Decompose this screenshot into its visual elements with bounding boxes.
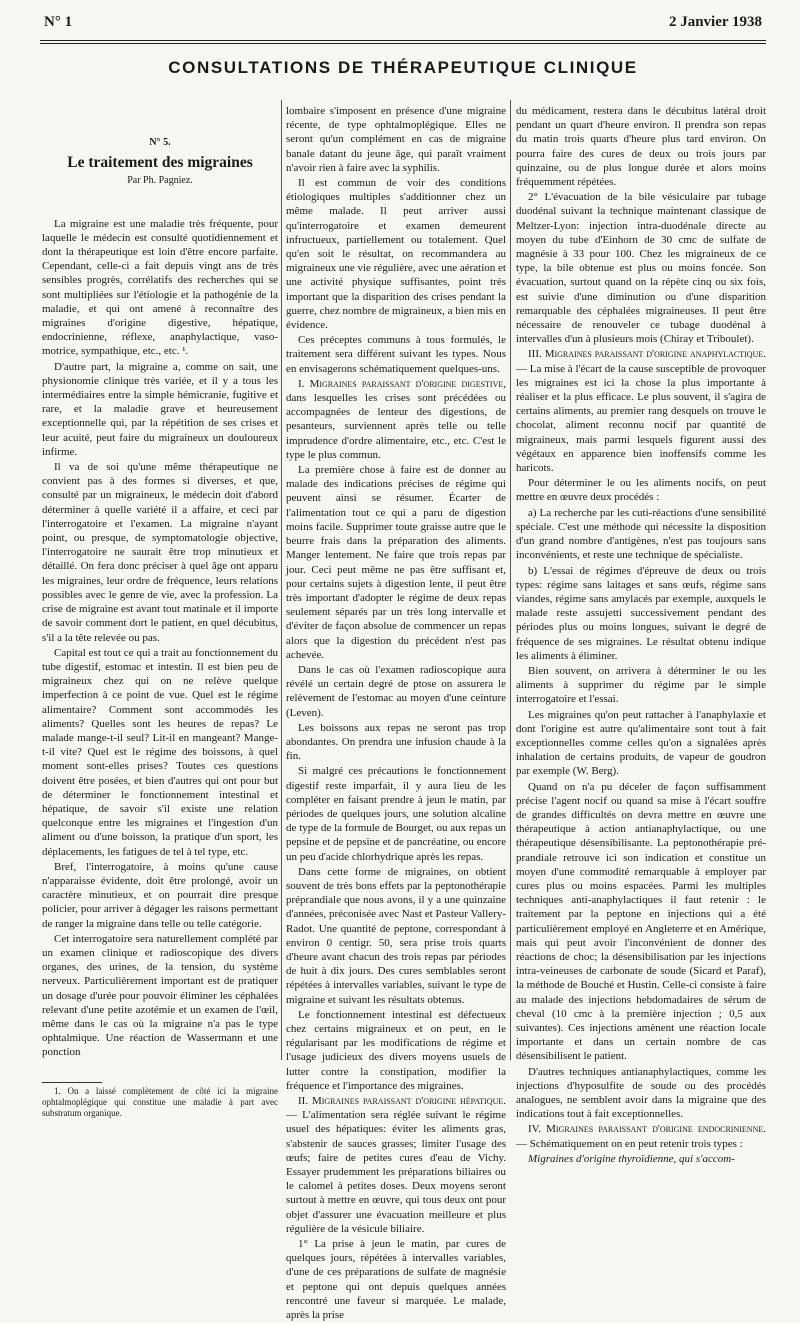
column-1 — [42, 102, 278, 1120]
section-text: — Schématiquement on en peut retenir trois types : — [516, 1137, 743, 1150]
issue-date: 2 Janvier 1938 — [668, 14, 762, 30]
column-2 — [286, 104, 506, 1323]
journal-title: CONSULTATIONS DE THÉRAPEUTIQUE CLINIQUE — [168, 58, 638, 77]
paragraph: Bref, l'interrogatoire, à moins qu'une cause n'apparaisse évidente, doit être prolongé, avoir un caractère minutieux, et on pourrait dire presque policier, pour arriver à dégager les raisons permettant de ranger la migraine dans telle ou telle catégorie. — [42, 860, 278, 930]
column-3 — [516, 104, 766, 1167]
paragraph: Capital est tout ce qui a trait au fonctionnement du tube digestif, estomac et intestin. Il est bien peu de migraineux chez qui on ne relève quelque imperfection à ce point de vue. Quel est le régime alimentaire? Comment sont accommodés les aliments? Quelles sont les heures de repas? Le malade mange-t-il seul? Lit-il en mangeant? Mange-t-il vite? Quel est le régime des boissons, à quel moment sont-elles prises? Toutes ces questions doivent être posées, et bien d'autres qui ont pour but de déterminer le fonctionnement intestinal et hépatique, de savoir s'il existe une relation quelconque entre les migraines et l'ingestion d'un aliment ou d'une boisson, la pratique d'un sport, les déplacements, les fatigues de tel à tel type, etc. — [42, 646, 278, 858]
section-4 — [516, 1122, 766, 1150]
section-text: — L'alimentation sera réglée suivant le régime usuel des hépatiques: éviter les aliments gras, s'abstenir de sauces grasses; limiter l'usage des œufs; faire de petites cures d'eau de Vichy. Essayer prudemment les préparations biliaires ou le calomel à petites doses. Deux moyens seront surtout à mettre en œuvre, qui tous deux ont pour objet d'assurer une évacuation meilleure et plus régulière de la vésicule biliaire. — [286, 1109, 506, 1235]
issue-number: N° 1 — [44, 14, 73, 30]
paragraph: D'autre part, la migraine a, comme on sait, une physionomie clinique très variée, et il y a tous les intermédiaires entre la simple hémicranie, fugitive et rare, et la maladie grave et heureusement exceptionnelle qui, par la répétition de ses crises et leur acuité, peut faire du migraineux un douloureux infirme. — [42, 360, 278, 458]
paragraph: La migraine est une maladie très fréquente, pour laquelle le médecin est consulté quotidiennement et dont la thérapeutique est loin d'être encore parfaite. Cependant, celle-ci a fait depuis vingt ans de très sensibles progrès, corrélatifs des recherches qui se sont multipliées sur l'étiologie et la pathogénie de la maladie, et qui ont amené à reconnaître des migraines d'origine digestive, hépatique, endocrinienne, réflexe, anaphylactique, vaso-motrice, sympathique, etc., etc. ¹. — [42, 217, 278, 358]
column-divider-1 — [281, 100, 282, 1060]
section-text: dans lesquelles les crises sont précédées ou accompagnées de lenteur des digestions, de pesanteurs, surviennent après telle ou telle imprudence d'ordre alimentaire, etc., etc. C'est le type le plus commun. — [286, 392, 506, 461]
paragraph: Le fonctionnement intestinal est défectueux chez certains migraineux et on peut, en le régularisant par les modifications de régime et l'usage judicieux des divers moyens usuels de lutter contre la constipation, modifier la fréquence et l'importance des migraines. — [286, 1008, 506, 1092]
section-1 — [286, 377, 506, 462]
section-heading-hepatic: II. Migraines paraissant d'origine hépatique. — [298, 1095, 506, 1108]
section-2 — [286, 1094, 506, 1236]
section-3 — [516, 347, 766, 475]
article-title: Le traitement des migraines — [67, 154, 253, 172]
paragraph: Il va de soi qu'une même thérapeutique ne convient pas à des formes si diverses, et que, consulté par un migraineux, le médecin doit d'abord déterminer à quelle variété il a affaire, et ceci par l'interrogatoire et l'examen. La migraine n'ayant point, ou presque, de symptomatologie objective, l'interrogatoire ne saurait être trop minutieux et détaillé. On fera donc préciser à quel âge ont apparu les migraines, leur ordre de fréquence, leurs relations possibles avec le genre de vie, avec la profession. La crise de migraine est avant tout matinale et il importe de savoir comment dort le patient, en quel décubitus, s'il a la tête relevée ou pas. — [42, 461, 278, 644]
section-heading-digestive: I. Migraines paraissant d'origine digestive, — [298, 377, 506, 390]
paragraph: 1° La prise à jeun le matin, par cures de quelques jours, répétées à intervalles variables, d'une de ces préparations de sulfate de magnésie et peptone qui ont depuis quelques années rencontré une faveur si marquée. Le malade, après la prise — [286, 1238, 506, 1322]
paragraph: 2° L'évacuation de la bile vésiculaire par tubage duodénal suivant la technique maintenant classique de Meltzer-Lyon: injection intra-duodénale directe au moyen du tube d'Einhorn de 30 cmc de sulfate de magnésie à 33 pour 100. Chez les migraineux de ce type, la bile obtenue est plus ou moins foncée. Son évacuation, surtout quand on la répète cinq ou six fois, est suivie d'une diminution ou d'une disparition remarquable des céphalées migraineuses. Il peut être nécessaire de renouveler ce tubage duodénal à intervalles d'un à plusieurs mois (Chiray et Triboulet). — [516, 191, 766, 346]
paragraph: Pour déterminer le ou les aliments nocifs, on peut mettre en œuvre deux procédés : — [516, 477, 766, 504]
section-heading-endocrine: IV. Migraines paraissant d'origine endocrinienne. — [528, 1123, 766, 1136]
article-number: N° 5. — [149, 137, 171, 148]
section-heading-anaphylactic: III. Migraines paraissant d'origine anaphylactique. — [528, 348, 766, 361]
paragraph: Les boissons aux repas ne seront pas trop abondantes. On prendra une infusion chaude à la fin. — [286, 721, 506, 763]
paragraph: Si malgré ces précautions le fonctionnement digestif reste imparfait, il y aura lieu de les compléter en faisant prendre à jeun le matin, par périodes de quelques jours, une solution alcaline de type de la formule de Bourget, ou aux repas un pepsine et de pepsine et de pancréatine, ou encore un peu d'acide chlorhydrique après les repas. — [286, 765, 506, 863]
paragraph: lombaire s'imposent en présence d'une migraine récente, de type ophtalmoplégique. Elles ne seront qu'un complément en cas de migraine banale datant du jeune âge, qui paraît vraiment n'avoir rien à faire avec la syphilis. — [286, 105, 506, 174]
section-text: — La mise à l'écart de la cause susceptible de provoquer les migraines est ici la chose la plus importante à réaliser et la plus efficace. Le plus souvent, il s'agira de certains aliments, au premier rang desquels on trouve le chocolat, aliment reconnu nocif par quantité de migraineux, mais parmi lesquels figurent aussi des végétaux en apparence bien inoffensifs comme les haricots. — [516, 362, 766, 475]
paragraph: D'autres techniques antianaphylactiques, comme les injections d'hyposulfite de soude ou des procédés analogues, ne semblent avoir dans la migraine que des indications tout à fait exceptionnelles. — [516, 1065, 766, 1121]
paragraph: La première chose à faire est de donner au malade des indications précises de régime qui peuvent ainsi se résumer. Écarter de l'alimentation tout ce qui a paru de digestion moins facile. Supprimer toute graisse autre que le beurre frais dans la préparation des aliments. Manger lentement. Ne faire que trois repas par jour. Ceci peut même ne pas être suffisant et, pour certains sujets à digestion lente, il peut être très important d'adopter le régime de deux repas seulement séparés par un très long intervalle et d'éviter de façon absolue de commencer un repas alors que la digestion du précédent n'est pas achevée. — [286, 464, 506, 661]
paragraph: Les migraines qu'on peut rattacher à l'anaphylaxie et dont l'origine est autre qu'alimentaire sont tout à fait exceptionnelles comme celles qu'on a signalées après inhalation de certains produits, de vapeur de goudron par exemple (W. Berg). — [516, 708, 766, 778]
paragraph: Il est commun de voir des conditions étiologiques multiples s'additionner chez un même malade. Il peut arriver aussi qu'interrogatoire et examen demeurent infructueux, partiellement ou totalement. Quel qu'en soit le résultat, on recommandera au migraineux une vie régulière, avec une aération et une activité physique suffisantes, point très important que la disparition des crises pendant la guerre, chez nombre de migraineux, a bien mis en évidence. — [286, 177, 506, 332]
column-divider-2 — [510, 100, 511, 1060]
footnote: 1. On a laissé complètement de côté ici la migraine ophtalmoplégique qui constitue une maladie à part avec substratum organique. — [42, 1085, 278, 1118]
paragraph: du médicament, restera dans le décubitus latéral droit pendant un quart d'heure environ. Il prendra son repas du matin trois quarts d'heure plus tard environ. On pourra faire des cures de deux ou trois jours par quinzaine, ou de plus longue durée et alors moins fréquemment répétées. — [516, 105, 766, 189]
paragraph: b) L'essai de régimes d'épreuve de deux ou trois types: régime sans laitages et sans œufs, régime sans viandes, régime sans amylacés par exemple, auxquels le malade reste assujetti successivement pendant des périodes plus ou moins longues, suivant le degré de fréquence de ses migraines. Le résultat obtenu indique les aliments à éliminer. — [516, 564, 766, 662]
header-rule-top — [40, 40, 766, 41]
article-author: Par Ph. Pagniez. — [127, 175, 193, 187]
paragraph: Quand on n'a pu déceler de façon suffisamment précise l'agent nocif ou quand sa mise à l'écart souffre de grandes difficultés on devra mettre en œuvre une thérapeutique à action antianaphylactique, ou une thérapeutique désensibilisante. La peptonothérapie pré-prandiale retrouve ici son indication et constitue un moyen d'une commodité remarquable à employer par cures plus ou moins espacées. Parmi les multiples techniques anti-anaphylactiques il faut retenir : le traitement par la peptone en injections qui a été particulièrement employé en Angleterre et en Amérique, mais qui peut avoir l'inconvénient de donner des réactions de choc; la désensibilisation par les injections intra-veineuses de carbonate de soude (Sicard et Paraf), la méthode de Bouché et Hustin. Celle-ci consiste à faire au malade des injections hebdomadaires de sérum de cheval (10 cmc à la première injection ; 0,5 aux suivantes). Ces injections amènent une réaction locale importante et dans un certain nombre de cas désensibilisent le patient. — [516, 780, 766, 1063]
header-rule-double — [40, 43, 766, 44]
paragraph: Ces préceptes communs à tous formulés, le traitement sera différent suivant les types. Nous en envisagerons schématiquement quelques-uns. — [286, 334, 506, 375]
paragraph: a) La recherche par les cuti-réactions d'une sensibilité spéciale. C'est une méthode qui nécessite la disposition d'un grand nombre d'antigènes, n'est pas toujours sans inconvénients, et reste une technique de spécialiste. — [516, 506, 766, 562]
paragraph: Cet interrogatoire sera naturellement complété par un examen clinique et radioscopique des divers organes, des urines, de la tension, du système nerveux. Particulièrement important est de pratiquer un dosage d'urée pour pouvoir éliminer les céphalées relevant d'une petite azotémie et un examen de l'œil, même dans le cas où la migraine n'a pas le type ophtalmique. Une réaction de Wassermann et une ponction — [42, 932, 278, 1059]
paragraph: Bien souvent, on arrivera à déterminer le ou les aliments à supprimer du régime par le simple interrogatoire et l'essai. — [516, 664, 766, 706]
paragraph: Dans le cas où l'examen radioscopique aura révélé un certain degré de ptose on assurera le relèvement de l'estomac au moyen d'une ceinture (Leven). — [286, 663, 506, 719]
paragraph: Dans cette forme de migraines, on obtient souvent de très bons effets par la peptonothérapie préprandiale que nous avons, il y a une quinzaine d'années, préconisée avec Nast et Pasteur Vallery-Radot. Une quantité de peptone, correspondant à environ 0 centigr. 50, sera prise trois quarts d'heure avant chacun des trois repas par périodes de huit à dix jours. Des cures semblables seront répétées à intervalles variables, suivant le type de migraine et suivant les résultats obtenus. — [286, 865, 506, 1006]
paragraph: Migraines d'origine thyroïdienne, qui s'accom- — [528, 1152, 735, 1165]
